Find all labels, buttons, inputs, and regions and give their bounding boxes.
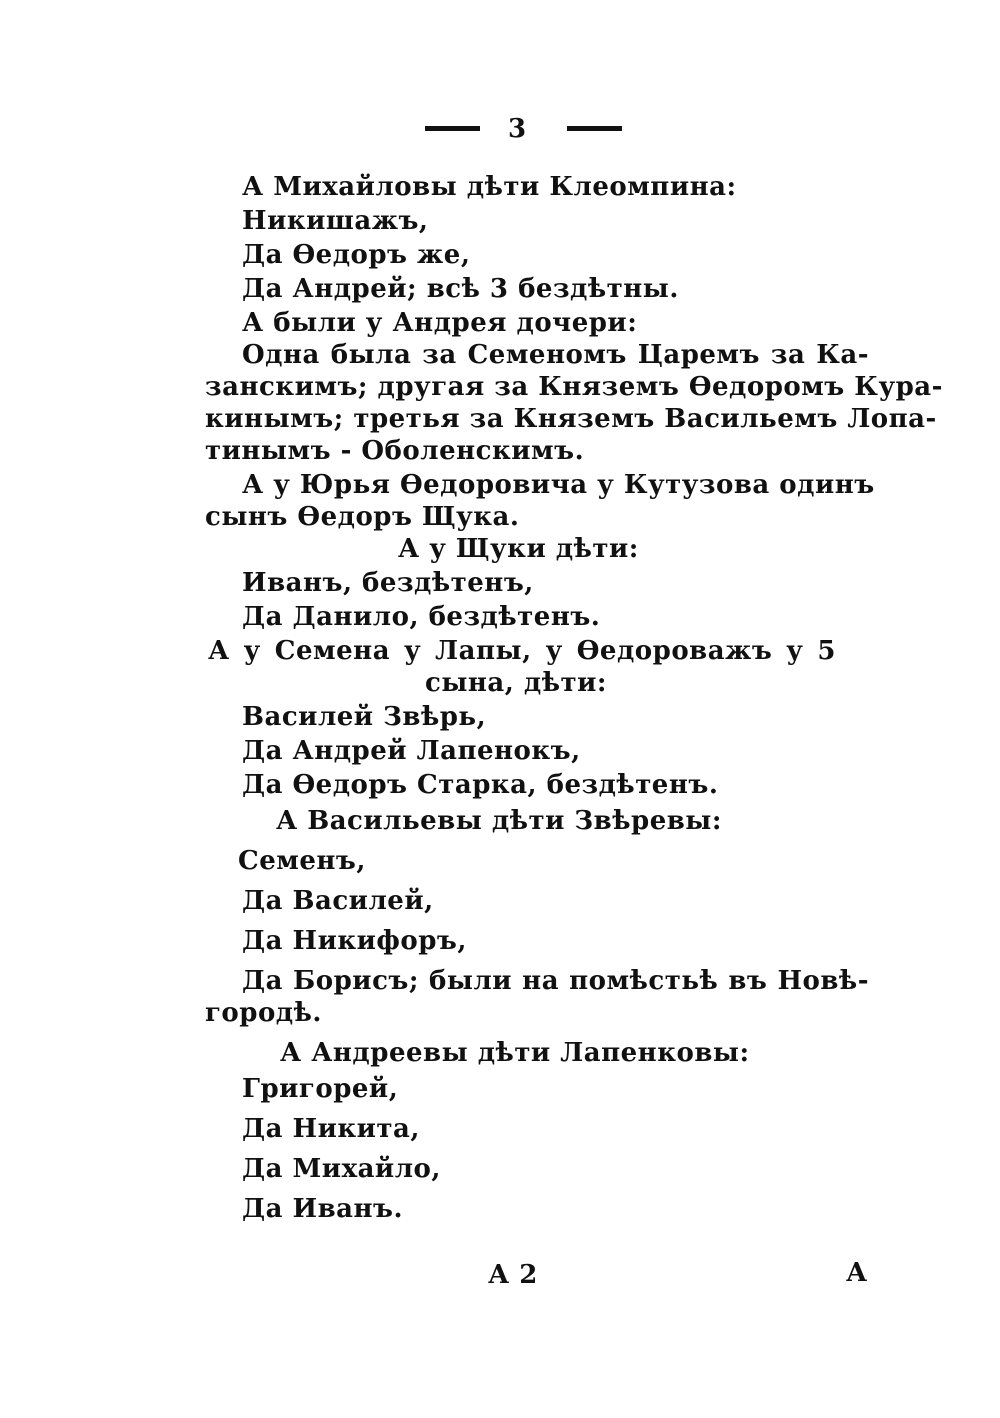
- text-line: Да Никита,: [242, 1114, 420, 1144]
- text-line: Да Ѳедоръ Старка, бездѣтенъ.: [242, 770, 719, 800]
- text-line: Одна была за Семеномъ Царемъ за Ка-: [242, 340, 869, 370]
- text-line: сынъ Ѳедоръ Щука.: [205, 502, 520, 532]
- text-line: А были у Андрея дочери:: [242, 308, 638, 338]
- text-line: Иванъ, бездѣтенъ,: [242, 568, 534, 598]
- text-line: А Андреевы дѣти Лапенковы:: [280, 1038, 750, 1068]
- text-line: А у Семена у Лапы, у Ѳедороважъ у 5: [208, 636, 836, 666]
- text-line: Да Андрей; всѣ 3 бездѣтны.: [242, 274, 679, 304]
- text-line: Да Никифоръ,: [242, 926, 467, 956]
- text-line: Да Данило, бездѣтенъ.: [242, 602, 601, 632]
- signature-mark: А 2: [488, 1260, 538, 1290]
- text-line: городѣ.: [205, 998, 322, 1028]
- header-dash-right: [567, 126, 622, 131]
- text-line: Да Ѳедоръ же,: [242, 240, 471, 270]
- text-line: Да Андрей Лапенокъ,: [242, 736, 581, 766]
- text-line: А у Юрья Ѳедоровича у Кутузова одинъ: [242, 470, 875, 500]
- page-number: 3: [508, 114, 527, 144]
- text-line: А Васильевы дѣти Звѣревы:: [276, 806, 722, 836]
- text-line: Никишажъ,: [242, 206, 429, 236]
- text-line: Да Борисъ; были на помѣстьѣ въ Новѣ-: [242, 966, 869, 996]
- text-line: тинымъ - Оболенскимъ.: [205, 436, 585, 466]
- text-line: А Михайловы дѣти Клеомпина:: [242, 172, 737, 202]
- text-line: сына, дѣти:: [425, 668, 607, 698]
- text-line: Григорей,: [242, 1074, 399, 1104]
- text-line: Да Михайло,: [242, 1154, 441, 1184]
- text-line: Да Иванъ.: [242, 1194, 404, 1224]
- text-line: занскимъ; другая за Княземъ Ѳедоромъ Кура-: [205, 372, 943, 402]
- text-line: Василей Звѣрь,: [242, 702, 487, 732]
- catchword: А: [846, 1258, 868, 1288]
- text-line: Да Василей,: [242, 886, 434, 916]
- text-line: кинымъ; третья за Княземъ Васильемъ Лопа-: [205, 404, 937, 434]
- text-line: Семенъ,: [238, 846, 366, 876]
- header-dash-left: [425, 126, 480, 131]
- text-line: А у Щуки дѣти:: [398, 534, 639, 564]
